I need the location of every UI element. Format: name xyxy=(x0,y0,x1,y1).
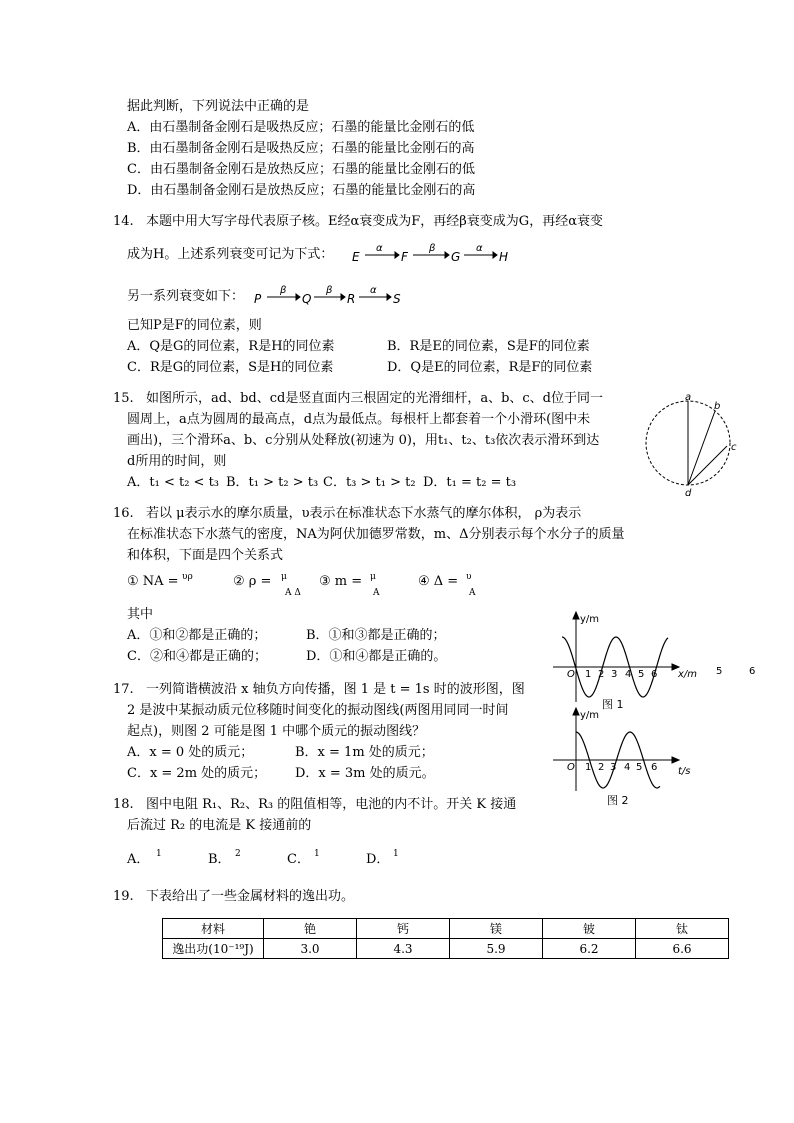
chain1-f: F xyxy=(401,250,408,264)
q17-option-c: C．x = 2m 处的质元； xyxy=(127,766,267,781)
q15-option-c: C．t₃ > t₁ > t₂ xyxy=(323,475,416,490)
q14-decay-chain-1 xyxy=(350,240,525,268)
q16-option-d: D．①和④都是正确的。 xyxy=(306,649,447,664)
formula-2-numerator: μ xyxy=(281,572,287,582)
header-cell: 铍 xyxy=(543,919,636,939)
q17-line3: 起点)，则图 2 可能是图 1 中哪个质元的振动图线？ xyxy=(127,724,426,739)
q13-option-b: B．由石墨制备金刚石是吸热反应；石墨的能量比金刚石的高 xyxy=(127,141,475,156)
formula-3: ③ m = xyxy=(319,574,363,589)
value-cell: 6.2 xyxy=(543,939,636,959)
fig2-xlabel: t/s xyxy=(678,766,691,777)
q15-circle-figure xyxy=(645,392,745,502)
q14-line3: 另一系列衰变如下： xyxy=(127,289,245,304)
q16-line3: 和体积，下面是四个关系式 xyxy=(127,548,284,563)
q18-number: 18. xyxy=(113,797,134,812)
chain2-r: R xyxy=(347,292,356,306)
chain1-alpha-1: α xyxy=(376,243,383,254)
q16-option-c: C．②和④都是正确的； xyxy=(127,649,267,664)
fig1-origin: O xyxy=(567,669,575,680)
q14-line1: 本题中用大写字母代表原子核。E经α衰变成为F，再经β衰变成为G，再经α衰变 xyxy=(146,214,603,229)
q15-line4: d所用的时间，则 xyxy=(127,454,227,469)
formula-2: ② ρ = xyxy=(233,574,272,589)
q17-line1: 一列简谐横波沿 x 轴负方向传播，图 1 是 t = 1s 时的波形图，图 xyxy=(146,682,525,697)
q15-line1: 如图所示，ad、bd、cd是竖直面内三根固定的光滑细杆，a、b、c、d位于同一 xyxy=(146,391,603,406)
fig2-tick: 6 xyxy=(651,762,658,773)
fig1-tick: 6 xyxy=(651,669,658,680)
q16-number: 16. xyxy=(113,506,134,521)
header-cell: 钛 xyxy=(636,919,729,939)
fig1-tick: 3 xyxy=(611,669,618,680)
q15-option-d: D．t₁ = t₂ = t₃ xyxy=(423,475,517,490)
chain1-g: G xyxy=(451,250,461,264)
q15-option-a: A．t₁ < t₂ < t₃ xyxy=(127,475,220,490)
fig1-stray-tick: 5 xyxy=(716,666,723,677)
q18-option-c-value: 1 xyxy=(314,849,320,859)
q18-option-c-label: C． xyxy=(287,852,310,867)
table-row xyxy=(163,939,729,959)
formula-4: ④ Δ = xyxy=(418,574,459,589)
q14-option-d: D．Q是E的同位素，R是F的同位素 xyxy=(387,360,593,375)
q16-line2: 在标准状态下水蒸气的密度，NA为阿伏加德罗常数，m、Δ分别表示每个水分子的质量 xyxy=(127,527,625,542)
fig2-tick: 1 xyxy=(585,762,592,773)
fig2-origin: O xyxy=(567,762,575,773)
formula-2-denominator: A Δ xyxy=(285,588,301,598)
q18-option-d-value: 1 xyxy=(393,849,399,859)
q15-line3: 画出)，三个滑环a、b、c分别从处释放(初速为 0)，用t₁、t₂、t₃依次表示滑环到达 xyxy=(127,433,600,448)
q14-option-c: C．R是G的同位素，S是H的同位素 xyxy=(127,360,334,375)
q15-number: 15. xyxy=(113,391,134,406)
q13-option-c: C．由石墨制备金刚石是放热反应；石墨的能量比金刚石的低 xyxy=(127,162,475,177)
chain2-beta-2: β xyxy=(326,285,333,296)
q17-line2: 2 是波中某振动质元位移随时间变化的振动图线(两图用同同一时间 xyxy=(127,703,509,718)
formula-4-numerator: υ xyxy=(466,572,472,582)
q17-option-d: D．x = 3m 处的质元。 xyxy=(295,766,435,781)
table-header-row xyxy=(163,919,729,939)
formula-1-numerator: υρ xyxy=(182,572,193,582)
fig1-tick: 1 xyxy=(585,669,592,680)
q17-number: 17. xyxy=(113,682,134,697)
fig2-caption: 图 2 xyxy=(607,794,629,807)
q18-line1: 图中电阻 R₁、R₂、R₃ 的阻值相等，电池的内不计。开关 K 接通 xyxy=(146,797,517,812)
header-cell: 镁 xyxy=(450,919,543,939)
value-cell: 6.6 xyxy=(636,939,729,959)
q17-option-b: B．x = 1m 处的质元； xyxy=(295,745,434,760)
header-cell: 钙 xyxy=(357,919,450,939)
formula-1: ① NA = xyxy=(127,574,179,589)
q14-option-b: B．R是E的同位素，S是F的同位素 xyxy=(387,339,590,354)
q13-stem: 据此判断，下列说法中正确的是 xyxy=(127,99,310,114)
chain1-e: E xyxy=(352,250,360,264)
rod-bd xyxy=(688,411,715,485)
chain1-h: H xyxy=(499,250,509,264)
formula-4-denominator: A xyxy=(469,588,476,598)
q16-among: 其中 xyxy=(127,607,154,622)
chain1-alpha-2: α xyxy=(476,243,483,254)
label-b: b xyxy=(714,401,721,412)
fig1-ylabel: y/m xyxy=(580,614,600,625)
fig2-ylabel: y/m xyxy=(580,710,600,721)
q13-option-a: A．由石墨制备金刚石是吸热反应；石墨的能量比金刚石的低 xyxy=(127,120,475,135)
fig1-stray-tick: 6 xyxy=(749,666,756,677)
figure-2-vibration xyxy=(548,706,708,808)
label-a: a xyxy=(685,392,692,403)
fig1-tick: 4 xyxy=(625,669,632,680)
fig2-tick: 5 xyxy=(636,762,643,773)
q15-option-b: B．t₁ > t₂ > t₃ xyxy=(226,475,319,490)
q18-option-b-value: 2 xyxy=(235,849,241,859)
q18-option-b-label: B． xyxy=(208,852,231,867)
fig1-caption: 图 1 xyxy=(602,698,624,711)
label-c: c xyxy=(731,442,737,453)
q19-stem: 下表给出了一些金属材料的逸出功。 xyxy=(146,889,355,904)
rod-cd xyxy=(688,446,727,485)
q18-option-a-value: 1 xyxy=(156,849,162,859)
row-label-cell: 逸出功(10⁻¹⁹J) xyxy=(163,939,264,959)
fig2-tick: 3 xyxy=(610,762,617,773)
header-cell: 铯 xyxy=(264,919,357,939)
q14-number: 14. xyxy=(113,214,134,229)
value-cell: 3.0 xyxy=(264,939,357,959)
q16-option-b: B．①和③都是正确的； xyxy=(306,628,446,643)
q17-option-a: A．x = 0 处的质元； xyxy=(127,745,254,760)
formula-3-denominator: A xyxy=(373,588,380,598)
fig1-tick: 5 xyxy=(638,669,645,680)
chain2-beta-1: β xyxy=(280,285,287,296)
figure-1-waveform xyxy=(548,610,768,715)
q18-line2: 后流过 R₂ 的电流是 K 接通前的 xyxy=(127,818,312,833)
formula-3-numerator: μ xyxy=(370,572,376,582)
q16-option-a: A．①和②都是正确的； xyxy=(127,628,267,643)
value-cell: 4.3 xyxy=(357,939,450,959)
fig2-tick: 2 xyxy=(598,762,605,773)
q16-line1: 若以 μ表示水的摩尔质量，υ表示在标准状态下水蒸气的摩尔体积， ρ为表示 xyxy=(146,506,582,521)
chain2-alpha: α xyxy=(370,285,377,296)
fig2-tick: 4 xyxy=(624,762,631,773)
q13-option-d: D．由石墨制备金刚石是放热反应；石墨的能量比金刚石的高 xyxy=(127,183,476,198)
chain2-p: P xyxy=(254,292,262,306)
q14-decay-chain-2 xyxy=(250,282,410,310)
chain1-beta: β xyxy=(429,243,436,254)
q14-option-a: A．Q是G的同位素，R是H的同位素 xyxy=(127,339,335,354)
chain2-q: Q xyxy=(302,292,312,306)
q19-number: 19. xyxy=(113,889,134,904)
fig1-tick: 2 xyxy=(598,669,605,680)
label-d: d xyxy=(685,488,692,499)
q14-line4: 已知P是F的同位素，则 xyxy=(127,318,262,333)
q15-line2: 圆周上，a点为圆周的最高点，d点为最低点。每根杆上都套着一个小滑环(图中未 xyxy=(127,412,591,427)
header-cell: 材料 xyxy=(163,919,264,939)
q18-option-a-label: A． xyxy=(127,852,150,867)
fig1-xlabel: x/m xyxy=(678,669,698,680)
work-function-table xyxy=(162,918,729,959)
chain2-s: S xyxy=(393,292,401,306)
value-cell: 5.9 xyxy=(450,939,543,959)
q14-line2: 成为H。上述系列衰变可记为下式： xyxy=(127,247,334,262)
q18-option-d-label: D． xyxy=(366,852,390,867)
